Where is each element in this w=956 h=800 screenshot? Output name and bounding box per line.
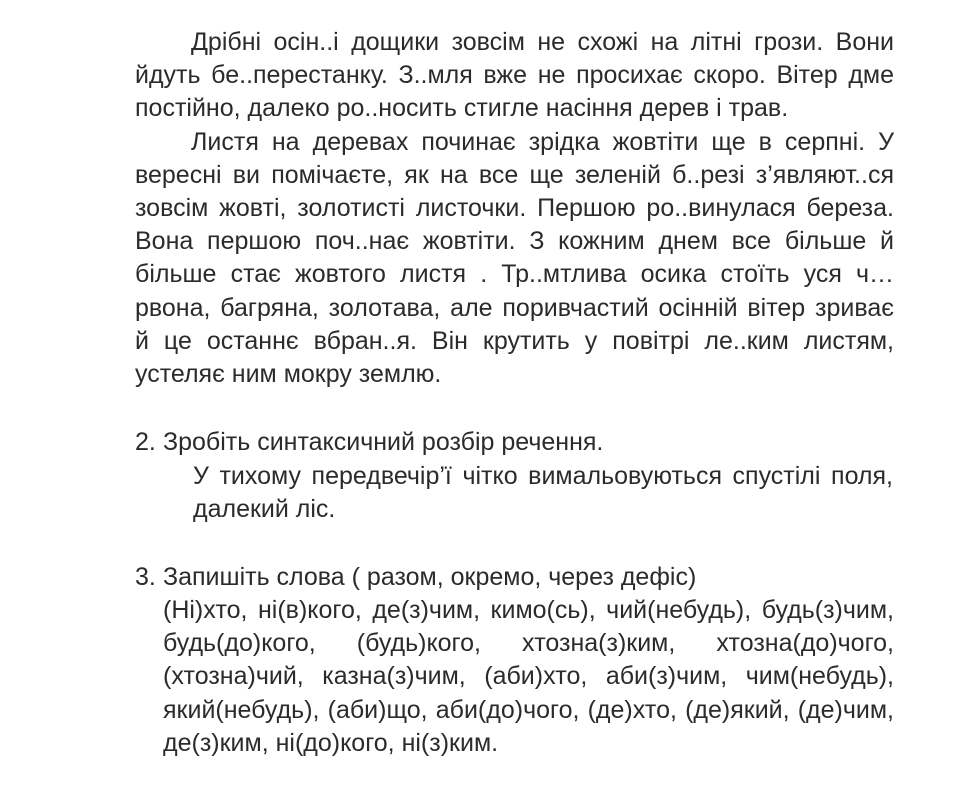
task-3-title: Запишіть слова ( разом, окремо, через дефіс) xyxy=(163,563,697,591)
task-3-heading xyxy=(135,561,895,594)
reading-text xyxy=(135,26,894,391)
task-2-number: 2. xyxy=(135,428,156,456)
task-2-sentence: У тихому передвечір’ї чітко вимальовуються спустілі поля, далекий ліс. xyxy=(193,462,893,524)
paragraph-1: Дрібні осін..і дощики зовсім не схожі на літні грози. Вони йдуть бе..перестанку. З..мля вже не просихає скоро. Вітер дме постійно, далеко ро..носить стигле насіння дерев і трав. xyxy=(135,28,894,123)
task-2-heading xyxy=(135,426,895,459)
task-2-title: Зробіть синтаксичний розбір речення. xyxy=(163,428,604,456)
task-3-word-list: (Ні)хто, ні(в)кого, де(з)чим, кимо(сь), чий(небудь), будь(з)чим, будь(до)кого, (будь)кого, хтозна(з)ким, хтозна(до)чого, (хтозна)чий, казна(з)чим, (аби)хто, аби(з)чим, чим(небудь), який(небудь), (аби)що, аби(до)чого, (де)хто, (де)який, (де)чим, де(з)ким, ні(до)кого, ні(з)ким. xyxy=(163,596,894,757)
task-3-number: 3. xyxy=(135,563,156,591)
paragraph-2: Листя на деревах починає зрідка жовтіти ще в серпні. У вересні ви помічаєте, як на все ще зеленій б..резі з’являют..ся зовсім жовті, золотисті листочки. Першою ро..винулася береза. Вона першою поч..нає жовтіти. З кожним днем все більше й більше стає жовтого листя . Тр..мтлива осика стоїть уся ч…рвона, багряна, золотава, але поривчастий осінній вітер зриває й це останнє вбран..я. Він крутить у повітрі ле..ким листям, устеляє ним мокру землю. xyxy=(135,127,894,389)
